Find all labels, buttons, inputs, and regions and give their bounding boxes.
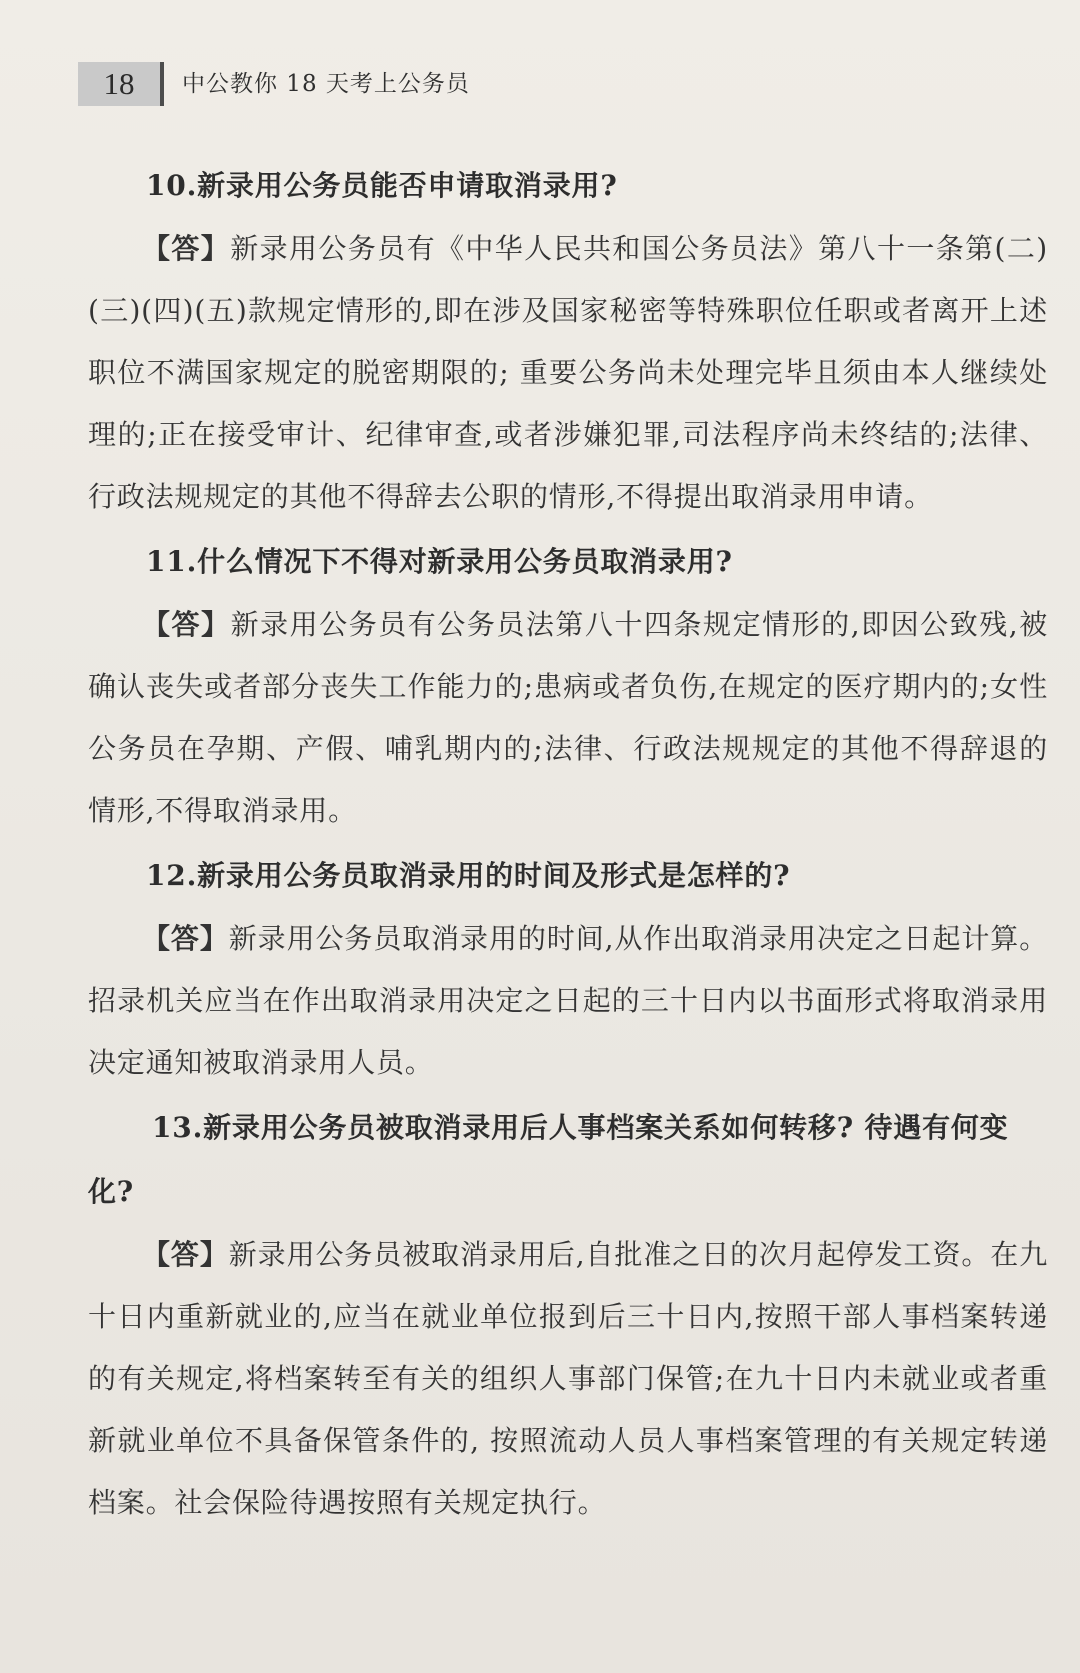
question-10: 10.新录用公务员能否申请取消录用? bbox=[146, 169, 618, 202]
running-title: 中公教你 18 天考上公务员 bbox=[182, 71, 470, 97]
page-content bbox=[88, 154, 1048, 1534]
answer-tag: 【答】 bbox=[142, 608, 231, 641]
answer-12 bbox=[88, 908, 1048, 1094]
answer-10 bbox=[88, 218, 1048, 528]
question-13: 13.新录用公务员被取消录用后人事档案关系如何转移? 待遇有何变化? bbox=[88, 1111, 1009, 1208]
answer-tag: 【答】 bbox=[142, 922, 229, 955]
answer-13 bbox=[88, 1224, 1048, 1534]
answer-text: 新录用公务员取消录用的时间,从作出取消录用决定之日起计算。招录机关应当在作出取消录用决定之日起的三十日内以书面形式将取消录用决定通知被取消录用人员。 bbox=[88, 922, 1049, 1079]
answer-text: 新录用公务员有公务员法第八十四条规定情形的,即因公致残,被确认丧失或者部分丧失工作能力的;患病或者负伤,在规定的医疗期内的;女性公务员在孕期、产假、哺乳期内的;法律、行政法规规定的其他不得辞退的情形,不得取消录用。 bbox=[88, 608, 1048, 827]
question-11: 11.什么情况下不得对新录用公务员取消录用? bbox=[146, 545, 733, 578]
page-number: 18 bbox=[78, 62, 160, 106]
question-12: 12.新录用公务员取消录用的时间及形式是怎样的? bbox=[146, 859, 791, 892]
answer-tag: 【答】 bbox=[142, 232, 231, 265]
header-divider bbox=[160, 62, 164, 106]
page-header bbox=[78, 62, 1038, 114]
answer-11 bbox=[88, 594, 1048, 842]
answer-text: 新录用公务员被取消录用后,自批准之日的次月起停发工资。在九十日内重新就业的,应当在就业单位报到后三十日内,按照干部人事档案转递的有关规定,将档案转至有关的组织人事部门保管;在九十日内未就业或者重新就业单位不具备保管条件的, 按照流动人员人事档案管理的有关规定转递档案。社会保险待遇按照有关规定执行。 bbox=[88, 1238, 1049, 1519]
answer-text: 新录用公务员有《中华人民共和国公务员法》第八十一条第(二)(三)(四)(五)款规定情形的,即在涉及国家秘密等特殊职位任职或者离开上述职位不满国家规定的脱密期限的; 重要公务尚未处理完毕且须由本人继续处理的;正在接受审计、纪律审查,或者涉嫌犯罪,司法程序尚未终结的;法律、行政法规规定的其他不得辞去公职的情形,不得提出取消录用申请。 bbox=[88, 232, 1048, 513]
answer-tag: 【答】 bbox=[142, 1238, 229, 1271]
